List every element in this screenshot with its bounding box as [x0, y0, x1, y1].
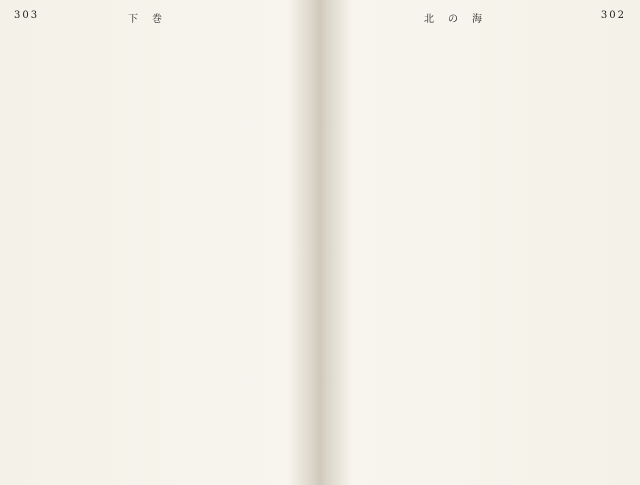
- page-text: [10, 30, 310, 470]
- running-title: 北 の 海: [424, 14, 484, 25]
- running-title: 下 巻: [128, 14, 164, 25]
- right-page: [320, 0, 640, 485]
- page-number: 303: [14, 10, 40, 21]
- page-text: [328, 30, 632, 470]
- page-number: 302: [600, 10, 626, 21]
